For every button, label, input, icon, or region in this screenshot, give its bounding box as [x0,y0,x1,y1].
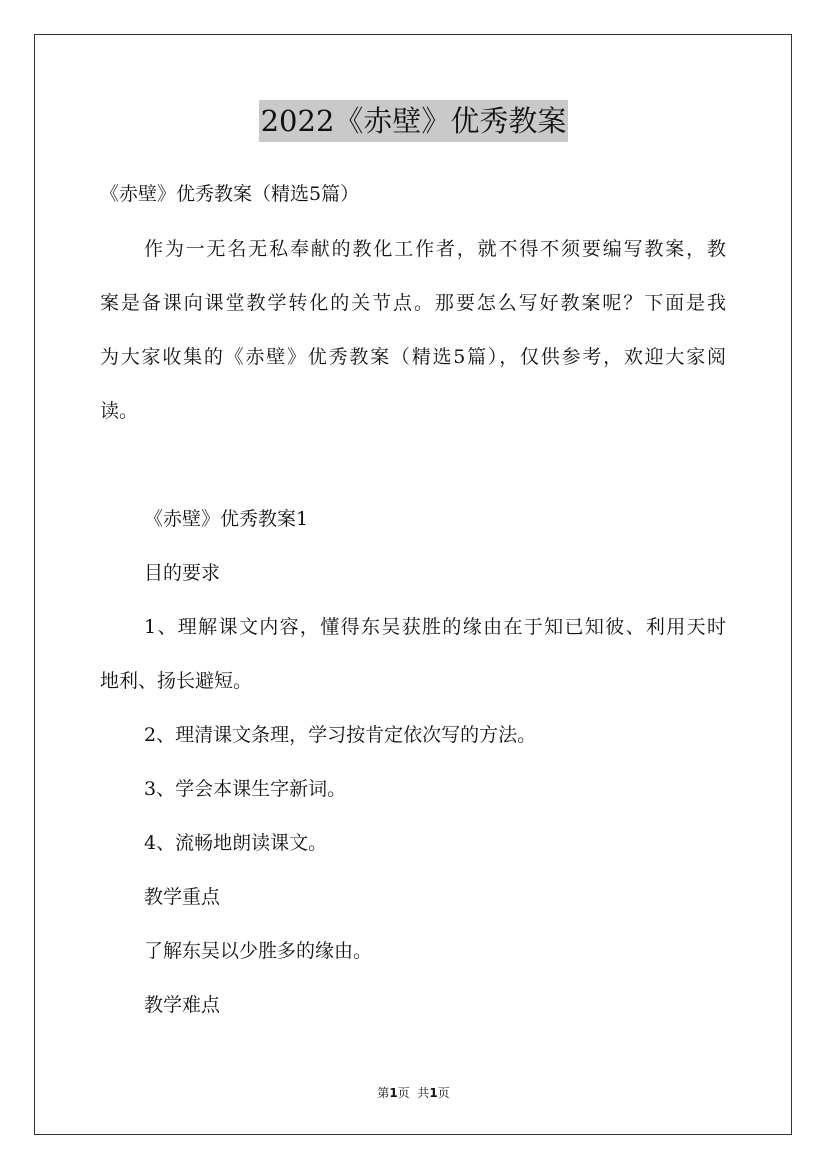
intro-line-1: 作为一无名无私奉献的教化工作者，就不得不须要编写教案，教 [144,238,726,260]
title-container [0,100,827,142]
document-subtitle: 《赤壁》优秀教案（精选5篇） [100,183,360,205]
difficulty-heading: 教学难点 [144,994,221,1016]
section-heading: 《赤壁》优秀教案1 [144,508,309,530]
goal-item-3: 3、学会本课生字新词。 [144,778,347,800]
goal-item-1-line-2: 地利、扬长避短。 [100,670,253,692]
footer-mid: 页 共 [397,1086,430,1100]
intro-line-4: 读。 [100,400,139,422]
document-title: 2022《赤壁》优秀教案 [259,100,569,142]
page-footer [0,1084,827,1101]
goal-item-4: 4、流畅地朗读课文。 [144,832,328,854]
intro-line-2: 案是备课向课堂教学转化的关节点。那要怎么写好教案呢？下面是我 [100,292,726,314]
goal-item-1-line-1: 1、理解课文内容，懂得东吴获胜的缘由在于知已知彼、利用天时 [144,616,726,638]
key-point-text: 了解东吴以少胜多的缘由。 [144,940,373,962]
goal-heading: 目的要求 [144,562,221,584]
goal-item-2: 2、理清课文条理，学习按肯定依次写的方法。 [144,724,537,746]
footer-prefix: 第 [377,1086,390,1100]
footer-page-total: 1 [429,1086,438,1100]
footer-suffix: 页 [437,1086,450,1100]
key-point-heading: 教学重点 [144,886,221,908]
intro-line-3: 为大家收集的《赤壁》优秀教案（精选5篇），仅供参考，欢迎大家阅 [100,346,726,368]
footer-page-current: 1 [389,1086,398,1100]
